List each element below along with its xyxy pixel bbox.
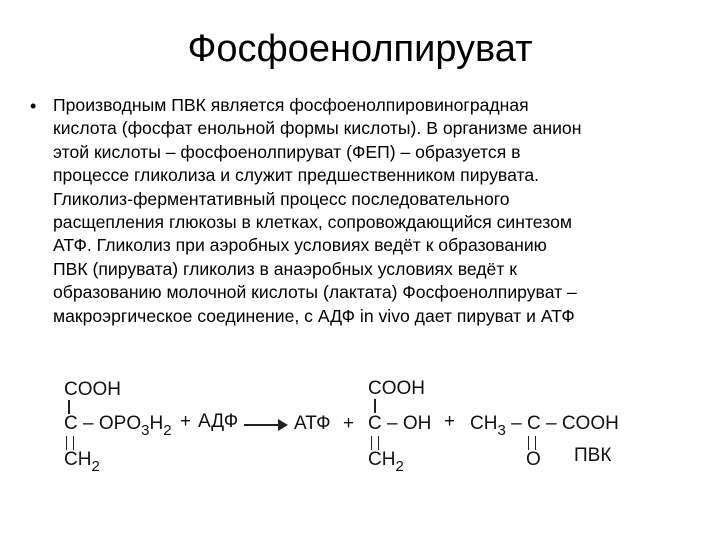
paragraph-line: АТФ. Гликолиз при аэробных условиях ведёт к образованию [53,235,547,256]
paragraph-line: кислота (фосфат енольной формы кислоты). В организме анион [53,118,582,139]
pep-cooh: COOH [64,379,121,400]
pyruvate-chain: $CH_3$ – C – COOH [470,413,619,439]
paragraph-line: макроэргическое соединение, с АДФ in vivo дает пируват и АТФ [53,305,575,326]
adp-label: АДФ [198,411,239,432]
paragraph-line: ПВК (пирувата) гликолиз в анаэробных условиях ведёт к [53,258,517,279]
pyruvate-carbonyl-bond [528,436,536,450]
bullet-marker: • [30,96,37,116]
paragraph-line: Гликолиз-ферментативный процесс последовательного [53,188,510,209]
enol-bond-top [374,399,376,413]
pep-bond-top [68,400,70,414]
enol-central-carbon: C – OH [368,413,432,434]
enol-ch2: $CH_2$ [368,449,404,475]
pep-double-bond [66,436,74,450]
page-title: Фосфоенолпируват [187,28,533,70]
paragraph-line: Производным ПВК является фосфоенолпировиноградная [53,95,529,115]
enol-cooh: COOH [368,378,425,399]
paragraph-line: этой кислоты – фосфоенолпируват (ФЕП) – образуется в [53,141,521,162]
reaction-arrow [244,424,286,426]
atp-label: АТФ [294,413,331,434]
paragraph-line: процессе гликолиза и служит предшественником пирувата. [53,165,540,186]
pep-central-carbon: C – $OPO_3H_2$ [64,413,172,439]
enol-double-bond [371,436,379,450]
paragraph-line: расщепления глюкозы в клетках, сопровождающийся синтезом [53,212,572,233]
pep-ch2: $CH_2$ [64,449,100,475]
plus-sign: + [180,411,192,432]
paragraph-line: образованию молочной кислоты (лактата) Фосфоенолпируват – [53,282,577,303]
plus-sign: + [343,413,355,434]
pvk-label: ПВК [574,445,612,466]
plus-sign: + [444,411,456,432]
pyruvate-oxygen: O [526,449,541,470]
